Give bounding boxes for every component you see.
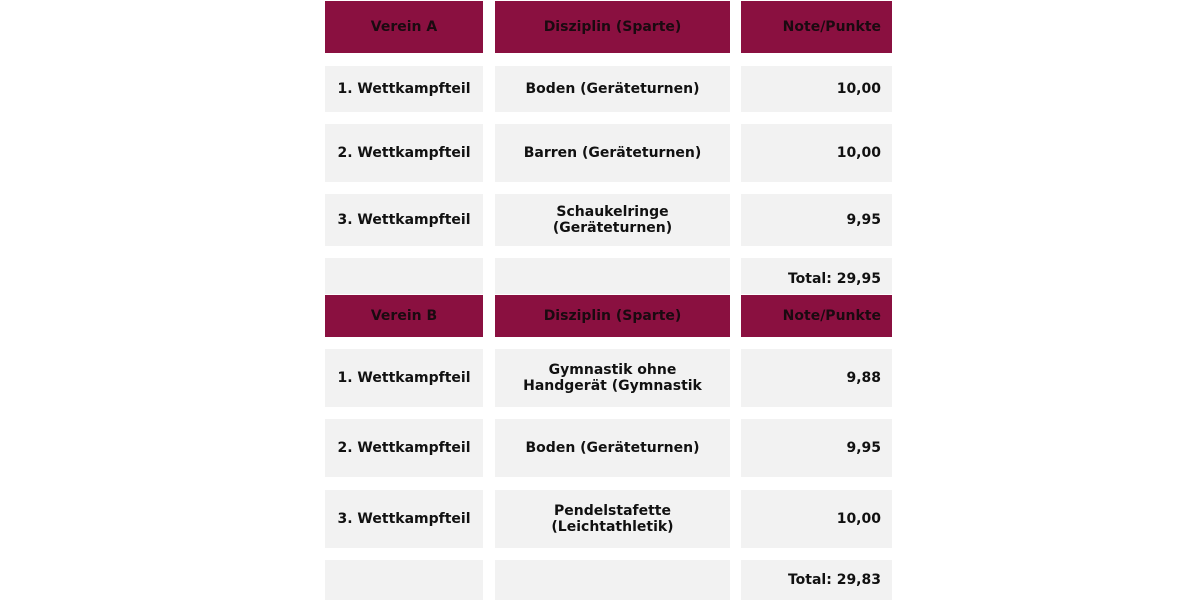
table-b-row2-part: 2. Wettkampfteil (325, 419, 483, 477)
table-a-row2-discipline: Barren (Geräteturnen) (495, 124, 730, 182)
table-b-row1-score: 9,88 (741, 349, 892, 407)
table-a-header-score: Note/Punkte (741, 1, 892, 53)
table-b-header-score: Note/Punkte (741, 295, 892, 337)
table-a-row2-part: 2. Wettkampfteil (325, 124, 483, 182)
table-b-row3-part: 3. Wettkampfteil (325, 490, 483, 548)
table-a-total: Total: 29,95 (741, 258, 892, 294)
table-b-row2-discipline: Boden (Geräteturnen) (495, 419, 730, 477)
table-b-row1-part: 1. Wettkampfteil (325, 349, 483, 407)
table-a-row1-part: 1. Wettkampfteil (325, 66, 483, 112)
table-a-header-discipline: Disziplin (Sparte) (495, 1, 730, 53)
table-a-total-empty-2 (495, 258, 730, 294)
table-b-total-empty-1 (325, 560, 483, 600)
table-b-row2-score: 9,95 (741, 419, 892, 477)
table-a-header-club: Verein A (325, 1, 483, 53)
table-b-total-empty-2 (495, 560, 730, 600)
table-a-row2-score: 10,00 (741, 124, 892, 182)
table-a-row1-discipline: Boden (Geräteturnen) (495, 66, 730, 112)
table-a-row1-score: 10,00 (741, 66, 892, 112)
table-a-total-empty-1 (325, 258, 483, 294)
table-b-row3-discipline: Pendelstafette (Leichtathletik) (495, 490, 730, 548)
table-b-row1-discipline: Gymnastik ohne Handgerät (Gymnastik (495, 349, 730, 407)
table-b-row3-score: 10,00 (741, 490, 892, 548)
table-b-total: Total: 29,83 (741, 560, 892, 600)
table-a-row3-score: 9,95 (741, 194, 892, 246)
table-a-row3-discipline: Schaukelringe (Geräteturnen) (495, 194, 730, 246)
table-a-row3-part: 3. Wettkampfteil (325, 194, 483, 246)
table-b-header-discipline: Disziplin (Sparte) (495, 295, 730, 337)
table-b-header-club: Verein B (325, 295, 483, 337)
